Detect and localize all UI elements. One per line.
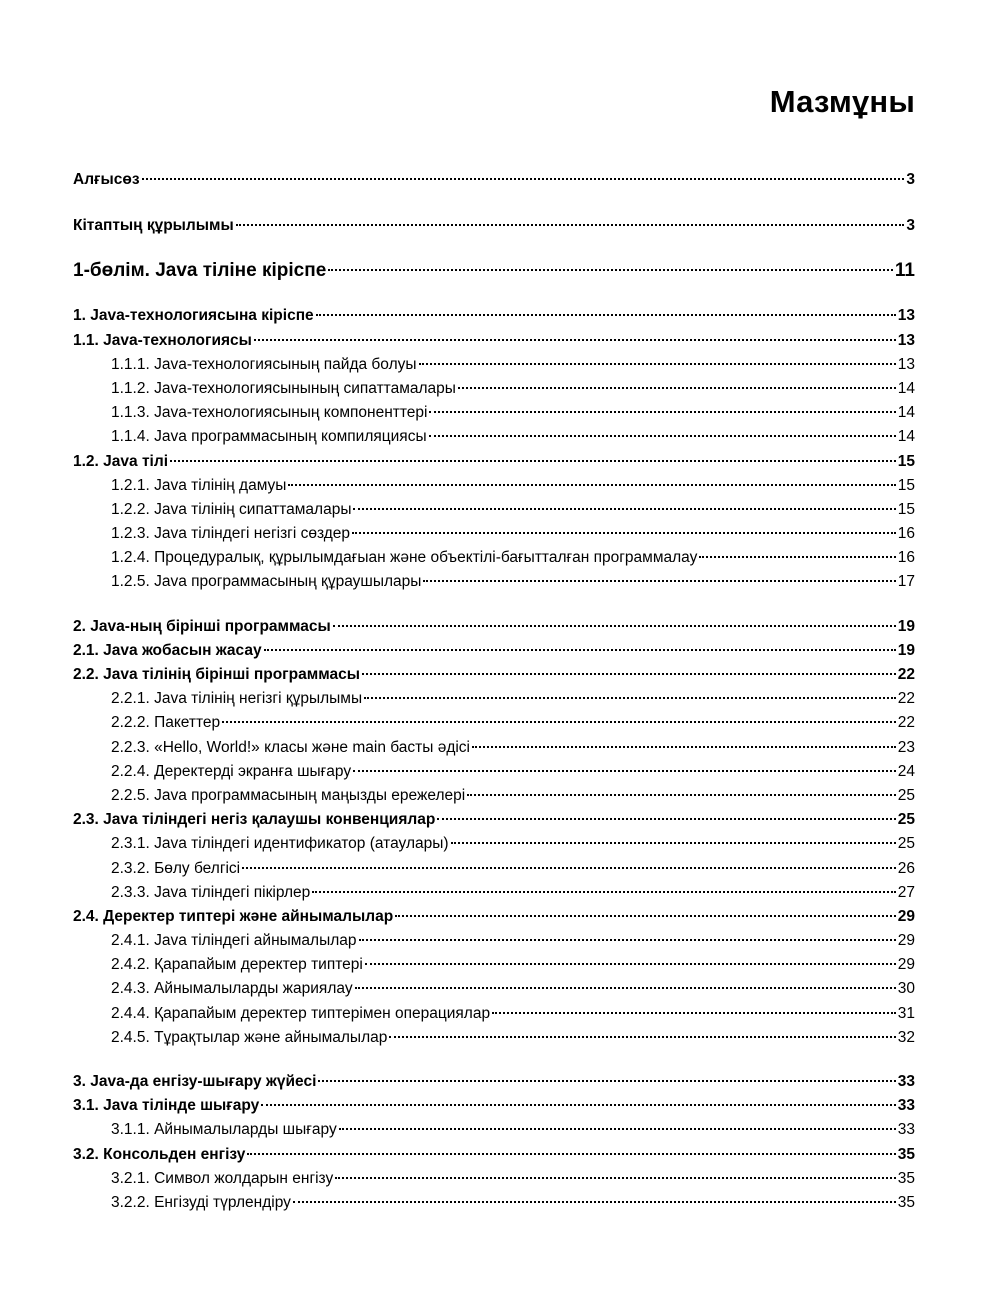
dot-leader [472, 746, 896, 748]
toc-entry-label: Кітаптың құрылымы [73, 217, 234, 235]
toc-page-number: 29 [897, 907, 915, 925]
toc-entry-label: 2.1. Java жобасын жасау [73, 641, 262, 659]
toc-entry[interactable] [73, 784, 915, 808]
section-spacer [73, 1050, 915, 1070]
toc-entry[interactable] [73, 168, 915, 192]
toc-entry[interactable] [73, 953, 915, 977]
toc-entry-label: 1.2. Java тілі [73, 452, 168, 470]
dot-leader [365, 963, 896, 965]
toc-page-number: 13 [897, 307, 915, 325]
dot-leader [467, 794, 896, 796]
toc-page-number: 27 [897, 883, 915, 901]
dot-leader [264, 649, 896, 651]
toc-entry[interactable] [73, 905, 915, 929]
toc-entry-label: 1.1.1. Java-технологиясының пайда болуы [111, 355, 417, 373]
toc-page-number: 15 [897, 500, 915, 518]
toc-entry[interactable] [73, 808, 915, 832]
dot-leader [353, 508, 895, 510]
dot-leader [142, 178, 905, 180]
toc-entry[interactable] [73, 663, 915, 687]
toc-page-number: 17 [897, 573, 915, 591]
toc-entry-label: 2.2.2. Пакеттер [111, 714, 221, 732]
toc-entry[interactable] [73, 570, 915, 594]
toc-page-number: 22 [897, 690, 915, 708]
toc-entry[interactable] [73, 425, 915, 449]
toc-page-number: 31 [897, 1004, 915, 1022]
toc-page-number: 24 [897, 762, 915, 780]
toc-entry-label: 1.2.5. Java программасының құраушылары [111, 573, 422, 591]
toc-page-number: 13 [897, 331, 915, 349]
toc-page-number: 3 [906, 171, 915, 188]
dot-leader [288, 484, 895, 486]
dot-leader [352, 532, 896, 534]
toc-entry-label: 1.2.1. Java тілінің дамуы [111, 476, 287, 494]
toc-entry-label: 3.1. Java тілінде шығару [73, 1097, 260, 1115]
toc-entry-label: 1. Java-технологиясына кіріспе [73, 307, 314, 325]
toc-entry[interactable] [73, 214, 915, 238]
toc-page-number: 19 [897, 617, 915, 635]
toc-entry[interactable] [73, 1002, 915, 1026]
toc-entry-label: 2.4. Деректер типтері және айнымалылар [73, 907, 394, 925]
toc-entry[interactable] [73, 377, 915, 401]
toc-page-number: 33 [897, 1073, 915, 1090]
dot-leader [458, 387, 896, 389]
section-spacer [73, 286, 915, 304]
dot-leader [247, 1153, 895, 1155]
toc-entry[interactable] [73, 1026, 915, 1050]
toc-page-number: 33 [897, 1121, 915, 1139]
toc-entry-label: 3.2.1. Символ жолдарын енгізу [111, 1169, 334, 1187]
toc-page-number: 35 [897, 1193, 915, 1211]
section-spacer [73, 238, 915, 256]
toc-entry[interactable] [73, 1143, 915, 1167]
toc-page-number: 33 [897, 1097, 915, 1115]
toc-entry[interactable] [73, 256, 915, 286]
toc-entry[interactable] [73, 615, 915, 639]
dot-leader [429, 411, 895, 413]
toc-entry-label: 3. Java-да енгізу-шығару жүйесі [73, 1073, 317, 1090]
toc-entry-label: 1-бөлім. Java тіліне кіріспе [73, 260, 327, 282]
toc-page-number: 35 [897, 1169, 915, 1187]
dot-leader [242, 867, 896, 869]
toc-entry[interactable] [73, 1191, 915, 1215]
toc-entry[interactable] [73, 687, 915, 711]
toc-entry[interactable] [73, 1070, 915, 1094]
toc-page-number: 25 [897, 835, 915, 853]
toc-page-number: 29 [897, 932, 915, 950]
dot-leader [339, 1128, 896, 1130]
toc-page-number: 25 [897, 786, 915, 804]
toc-entry[interactable] [73, 353, 915, 377]
dot-leader [395, 915, 896, 917]
toc-entry-label: 1.1.2. Java-технологиясынының сипаттамалары [111, 379, 456, 397]
dot-leader [359, 939, 896, 941]
toc-entry-label: Алғысөз [73, 171, 140, 188]
toc-page-number: 14 [897, 379, 915, 397]
toc-page-number: 23 [897, 738, 915, 756]
toc-entry[interactable] [73, 736, 915, 760]
toc-page-number: 19 [897, 641, 915, 659]
dot-leader [364, 697, 896, 699]
dot-leader [429, 435, 896, 437]
toc-page-number: 14 [897, 404, 915, 422]
toc-entry-label: 1.2.2. Java тілінің сипаттамалары [111, 500, 352, 518]
toc-entry-label: 2.4.2. Қарапайым деректер типтері [111, 956, 363, 974]
dot-leader [261, 1104, 896, 1106]
toc-entry-label: 3.2.2. Енгізуді түрлендіру [111, 1193, 291, 1211]
dot-leader [333, 625, 896, 627]
toc-entry-label: 2.2.5. Java программасының маңызды ережелері [111, 786, 466, 804]
toc-entry[interactable] [73, 1118, 915, 1142]
dot-leader [170, 460, 896, 462]
toc-entry[interactable] [73, 546, 915, 570]
toc-entry[interactable] [73, 857, 915, 881]
dot-leader [328, 269, 893, 271]
toc-entry-label: 1.1. Java-технологиясы [73, 331, 252, 349]
toc-entry[interactable] [73, 881, 915, 905]
dot-leader [419, 363, 896, 365]
toc-entry-label: 3.1.1. Айнымалыларды шығару [111, 1121, 337, 1139]
toc-entry[interactable] [73, 522, 915, 546]
toc-page-number: 26 [897, 859, 915, 877]
toc-entry[interactable] [73, 711, 915, 735]
toc-page-number: 16 [897, 549, 915, 567]
toc-entry-label: 2.3.3. Java тіліндегі пікірлер [111, 883, 311, 901]
dot-leader [362, 673, 896, 675]
dot-leader [318, 1080, 895, 1082]
dot-leader [492, 1012, 896, 1014]
dot-leader [437, 818, 895, 820]
toc-page-number: 14 [897, 428, 915, 446]
toc-page-number: 11 [894, 260, 915, 282]
dot-leader [353, 770, 896, 772]
page-title: Мазмұны [769, 84, 915, 119]
toc-entry-label: 2.2. Java тілінің бірінші программасы [73, 666, 360, 683]
section-spacer [73, 192, 915, 214]
toc-entry-label: 2.3. Java тіліндегі негіз қалаушы конвенциялар [73, 811, 436, 829]
toc-entry[interactable] [73, 760, 915, 784]
dot-leader [316, 314, 896, 316]
dot-leader [389, 1036, 895, 1038]
toc-entry[interactable] [73, 329, 915, 353]
toc-entry-label: 2.4.4. Қарапайым деректер типтерімен операциялар [111, 1004, 491, 1022]
toc-entry-label: 2.2.4. Деректерді экранға шығару [111, 762, 352, 780]
dot-leader [423, 580, 895, 582]
dot-leader [236, 224, 905, 226]
toc-entry-label: 1.1.3. Java-технологиясының компоненттері [111, 404, 428, 422]
toc-entry[interactable] [73, 304, 915, 328]
toc-entry-label: 1.2.3. Java тіліндегі негізгі сөздер [111, 525, 351, 543]
toc-entry-label: 3.2. Консольден енгізу [73, 1145, 246, 1163]
dot-leader [312, 891, 896, 893]
toc-page-number: 15 [897, 476, 915, 494]
toc-entry-label: 2.3.2. Бөлу белгісі [111, 859, 241, 877]
toc-page-number: 32 [897, 1028, 915, 1046]
toc-page-number: 30 [897, 980, 915, 998]
toc-entry[interactable] [73, 474, 915, 498]
toc-entry[interactable] [73, 401, 915, 425]
toc-entry[interactable] [73, 450, 915, 474]
toc-entry-label: 2.3.1. Java тіліндегі идентификатор (атаулары) [111, 835, 449, 853]
dot-leader [451, 842, 896, 844]
toc-entry-label: 2.2.3. «Hello, World!» класы және main басты әдісі [111, 738, 471, 756]
toc-entry-label: 2.4.3. Айнымалыларды жариялау [111, 980, 353, 998]
toc-page-number: 13 [897, 355, 915, 373]
table-of-contents [73, 168, 915, 1215]
toc-page-number: 29 [897, 956, 915, 974]
section-spacer [73, 595, 915, 615]
toc-page-number: 22 [897, 714, 915, 732]
toc-page-number: 22 [897, 666, 915, 683]
toc-entry-label: 2.4.1. Java тіліндегі айнымалылар [111, 932, 357, 950]
dot-leader [335, 1177, 896, 1179]
dot-leader [222, 721, 896, 723]
toc-entry[interactable] [73, 498, 915, 522]
toc-page-number: 3 [906, 217, 915, 235]
toc-entry[interactable] [73, 1094, 915, 1118]
toc-entry-label: 2.2.1. Java тілінің негізгі құрылымы [111, 690, 363, 708]
toc-page-number: 15 [897, 452, 915, 470]
toc-entry[interactable] [73, 639, 915, 663]
toc-entry[interactable] [73, 832, 915, 856]
dot-leader [699, 556, 895, 558]
toc-entry-label: 1.1.4. Java программасының компиляциясы [111, 428, 427, 446]
toc-entry-label: 1.2.4. Процедуралық, құрылымдағыан және объектілі-бағытталған программалау [111, 549, 698, 567]
toc-entry[interactable] [73, 929, 915, 953]
dot-leader [254, 339, 896, 341]
dot-leader [293, 1201, 896, 1203]
dot-leader [355, 987, 896, 989]
toc-page-number: 35 [897, 1145, 915, 1163]
toc-entry[interactable] [73, 977, 915, 1001]
toc-page-number: 16 [897, 525, 915, 543]
toc-entry-label: 2.4.5. Тұрақтылар және айнымалылар [111, 1028, 388, 1046]
toc-entry-label: 2. Java-ның бірінші программасы [73, 617, 331, 635]
toc-page-number: 25 [897, 811, 915, 829]
toc-entry[interactable] [73, 1167, 915, 1191]
